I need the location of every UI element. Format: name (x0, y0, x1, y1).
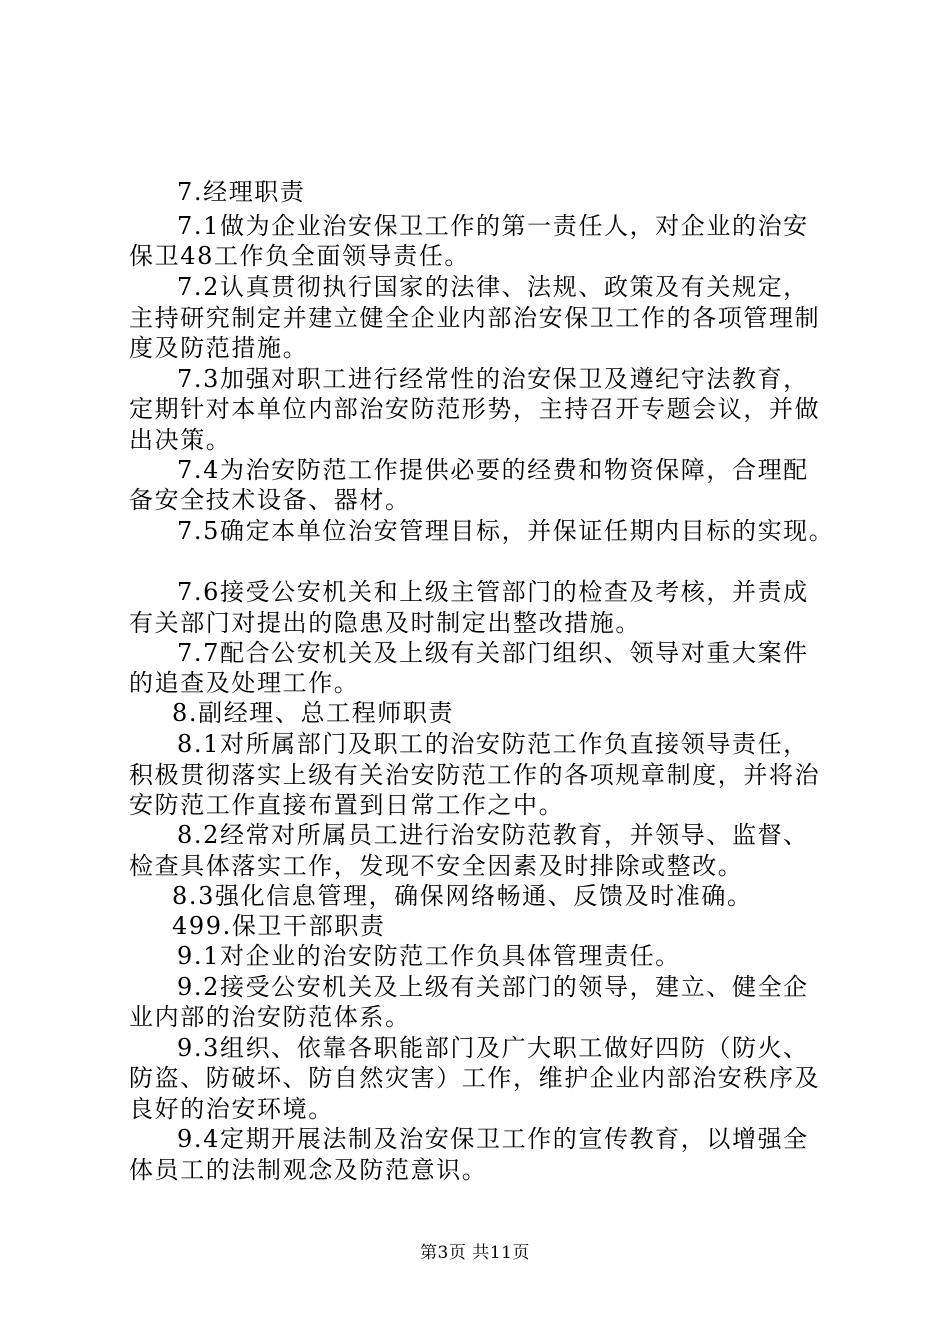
paragraph-line: 安防范工作直接布置到日常工作之中。 (129, 791, 565, 819)
paragraph-line: 主持研究制定并建立健全企业内部治安保卫工作的各项管理制 (129, 304, 821, 332)
paragraph-line: 8.2经常对所属员工进行治安防范教育，并领导、监督、 (177, 821, 809, 849)
paragraph-line: 积极贯彻落实上级有关治安防范工作的各项规章制度，并将治 (129, 761, 821, 789)
paragraph-line: 8.3强化信息管理，确保网络畅通、反馈及时准确。 (172, 882, 753, 910)
paragraph-line: 8.1对所属部门及职工的治安防范工作负直接领导责任， (177, 730, 809, 758)
heading-9: 499.保卫干部职责 (172, 912, 386, 940)
page-number-footer: 第3页 共11页 (420, 1243, 530, 1263)
paragraph-line: 9.2接受公安机关及上级有关部门的领导，建立、健全企 (177, 973, 809, 1001)
paragraph-line: 7.7配合公安机关及上级有关部门组织、领导对重大案件 (177, 639, 809, 667)
paragraph-line: 出决策。 (129, 426, 232, 454)
paragraph-line: 9.1对企业的治安防范工作负具体管理责任。 (177, 942, 681, 970)
paragraph-line: 7.3加强对职工进行经常性的治安保卫及遵纪守法教育， (177, 365, 809, 393)
paragraph-line: 检查具体落实工作，发现不安全因素及时排除或整改。 (129, 852, 744, 880)
paragraph-line: 保卫48工作负全面领导责任。 (129, 242, 470, 270)
paragraph-line: 的追查及处理工作。 (129, 669, 360, 697)
paragraph-line: 7.5确定本单位治安管理目标，并保证任期内目标的实现。 (177, 517, 835, 545)
paragraph-line: 良好的治安环境。 (129, 1095, 334, 1123)
paragraph-line: 7.1做为企业治安保卫工作的第一责任人，对企业的治安 (177, 212, 809, 240)
paragraph-line: 业内部的治安防范体系。 (129, 1003, 411, 1031)
paragraph-line: 防盗、防破坏、防自然灾害）工作，维护企业内部治安秩序及 (129, 1064, 821, 1092)
paragraph-line: 9.4定期开展法制及治安保卫工作的宣传教育，以增强全 (177, 1125, 809, 1153)
paragraph-line: 9.3组织、依靠各职能部门及广大职工做好四防（防火、 (177, 1034, 809, 1062)
paragraph-line: 定期针对本单位内部治安防范形势，主持召开专题会议，并做 (129, 395, 821, 423)
paragraph-line: 度及防范措施。 (129, 334, 309, 362)
paragraph-line: 7.2认真贯彻执行国家的法律、法规、政策及有关规定， (177, 273, 809, 301)
paragraph-line: 有关部门对提出的隐患及时制定出整改措施。 (129, 609, 641, 637)
paragraph-line: 备安全技术设备、器材。 (129, 486, 411, 514)
heading-7: 7.经理职责 (177, 178, 306, 206)
paragraph-line: 7.6接受公安机关和上级主管部门的检查及考核，并责成 (177, 578, 809, 606)
heading-8: 8.副经理、总工程师职责 (172, 699, 455, 727)
paragraph-line: 体员工的法制观念及防范意识。 (129, 1156, 488, 1184)
paragraph-line: 7.4为治安防范工作提供必要的经费和物资保障，合理配 (177, 456, 809, 484)
